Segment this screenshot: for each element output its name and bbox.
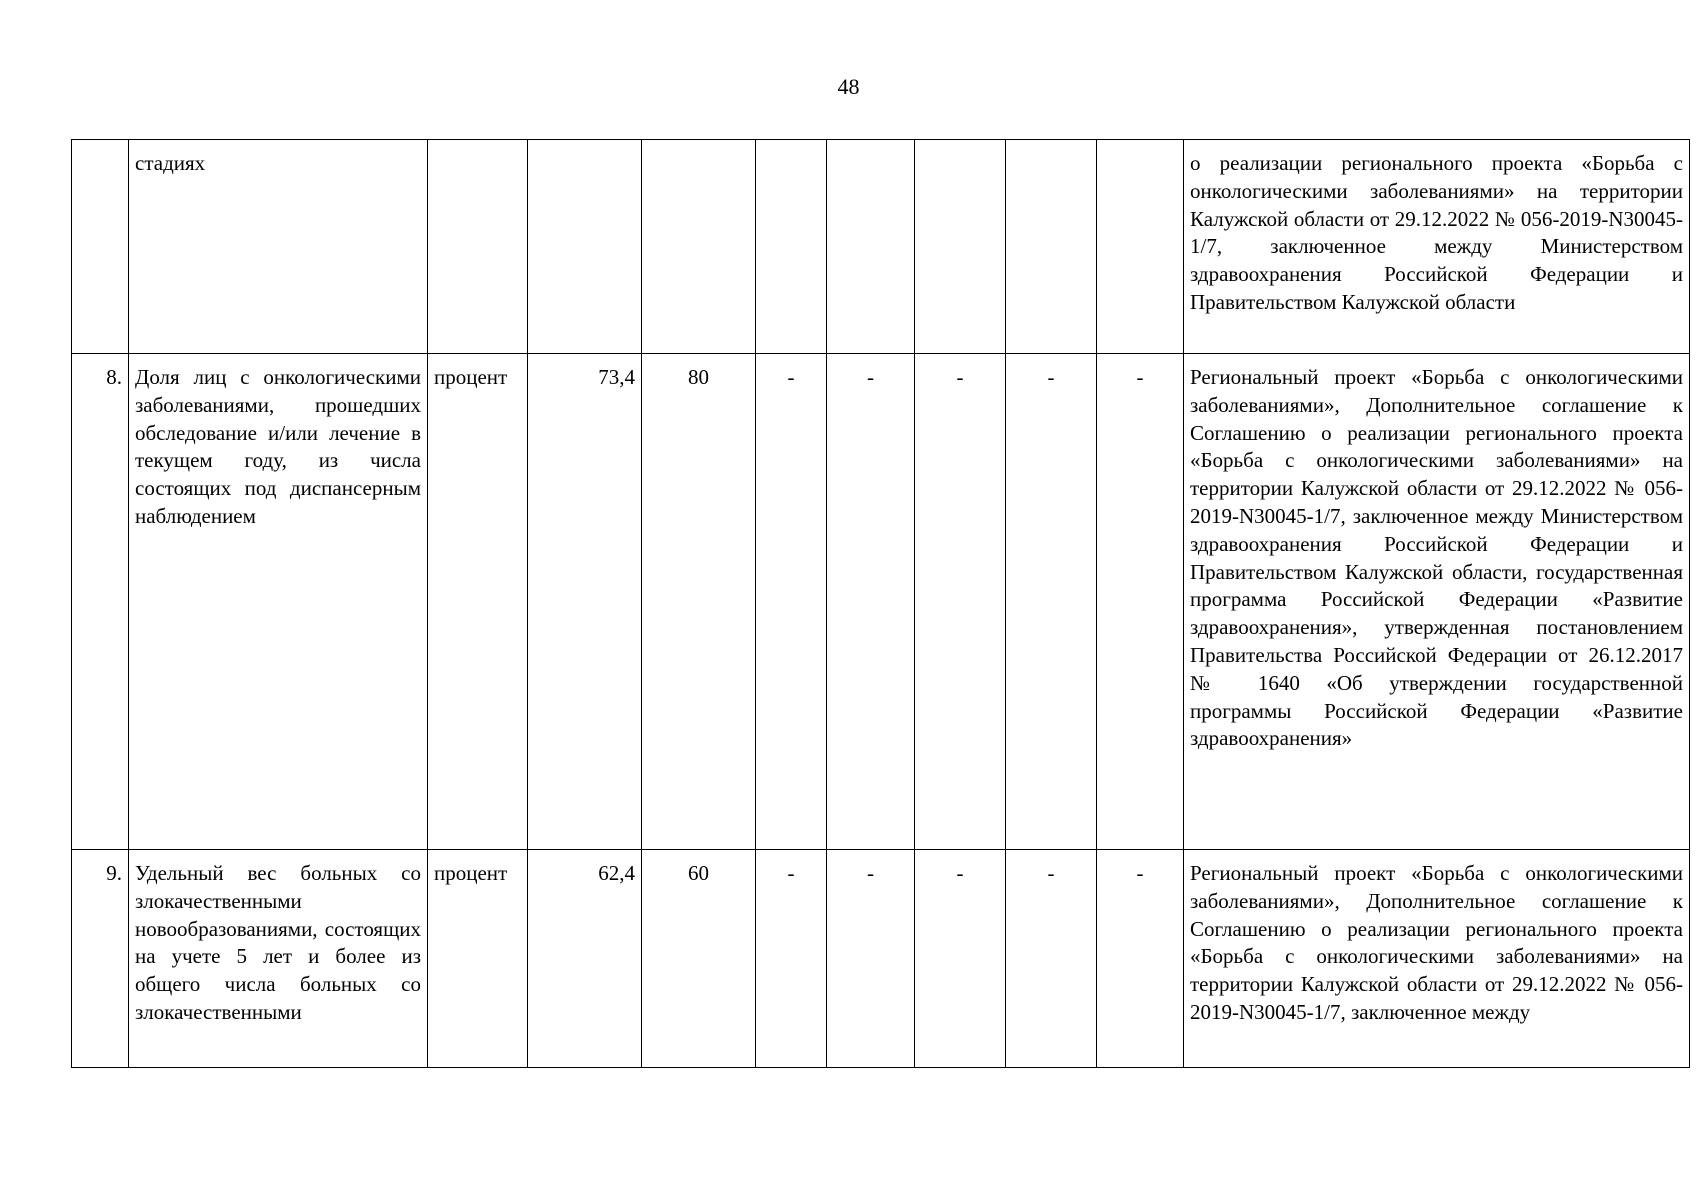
row-number-cell: 9. <box>72 850 129 1068</box>
year-value-cell: 60 <box>642 850 756 1068</box>
row-number-cell: 8. <box>72 354 129 850</box>
base-value-cell <box>528 140 642 354</box>
base-value-cell: 62,4 <box>528 850 642 1068</box>
source-document-cell: о реализации регионального проекта «Борьба с онкологическими заболеваниями» на территории Калужской области от 29.12.2022 № 056-2019-N30045-1/7, заключенное между Министерством здравоохранения Российской Федерации и Правительством Калужской области <box>1184 140 1690 354</box>
year-value-cell <box>1006 140 1097 354</box>
year-value-cell: - <box>1006 354 1097 850</box>
unit-cell: процент <box>428 354 528 850</box>
year-value-cell <box>642 140 756 354</box>
year-value-cell: - <box>827 850 915 1068</box>
indicator-name-cell: Доля лиц с онкологическими заболеваниями, прошедших обследование и/или лечение в текущем году, из числа состоящих под диспансерным наблюдением <box>129 354 428 850</box>
year-value-cell: 80 <box>642 354 756 850</box>
year-value-cell: - <box>756 354 827 850</box>
year-value-cell: - <box>915 354 1006 850</box>
row-number-cell <box>72 140 129 354</box>
table-row <box>72 850 1690 1068</box>
unit-cell <box>428 140 528 354</box>
table-row <box>72 140 1690 354</box>
indicators-table <box>71 139 1690 1068</box>
page-number: 48 <box>837 74 860 99</box>
year-value-cell <box>756 140 827 354</box>
year-value-cell: - <box>756 850 827 1068</box>
indicator-name-cell: стадиях <box>129 140 428 354</box>
year-value-cell <box>1097 140 1184 354</box>
source-document-cell: Региональный проект «Борьба с онкологическими заболеваниями», Дополнительное соглашение к Соглашению о реализации регионального проекта «Борьба с онкологическими заболеваниями» на территории Калужской области от 29.12.2022 № 056-2019-N30045-1/7, заключенное между Министерством здравоохранения Российской Федерации и Правительством Калужской области, государственная программа Российской Федерации «Развитие здравоохранения», утвержденная постановлением Правительства Российской Федерации от 26.12.2017 № 1640 «Об утверждении государственной программы Российской Федерации «Развитие здравоохранения» <box>1184 354 1690 850</box>
year-value-cell: - <box>1097 354 1184 850</box>
year-value-cell: - <box>827 354 915 850</box>
year-value-cell: - <box>1006 850 1097 1068</box>
year-value-cell: - <box>915 850 1006 1068</box>
base-value-cell: 73,4 <box>528 354 642 850</box>
year-value-cell: - <box>1097 850 1184 1068</box>
source-document-cell: Региональный проект «Борьба с онкологическими заболеваниями», Дополнительное соглашение к Соглашению о реализации регионального проекта «Борьба с онкологическими заболеваниями» на территории Калужской области от 29.12.2022 № 056-2019-N30045-1/7, заключенное между <box>1184 850 1690 1068</box>
unit-cell: процент <box>428 850 528 1068</box>
year-value-cell <box>827 140 915 354</box>
year-value-cell <box>915 140 1006 354</box>
indicator-name-cell: Удельный вес больных со злокачественными новообразованиями, состоящих на учете 5 лет и более из общего числа больных со злокачественными <box>129 850 428 1068</box>
table-row <box>72 354 1690 850</box>
